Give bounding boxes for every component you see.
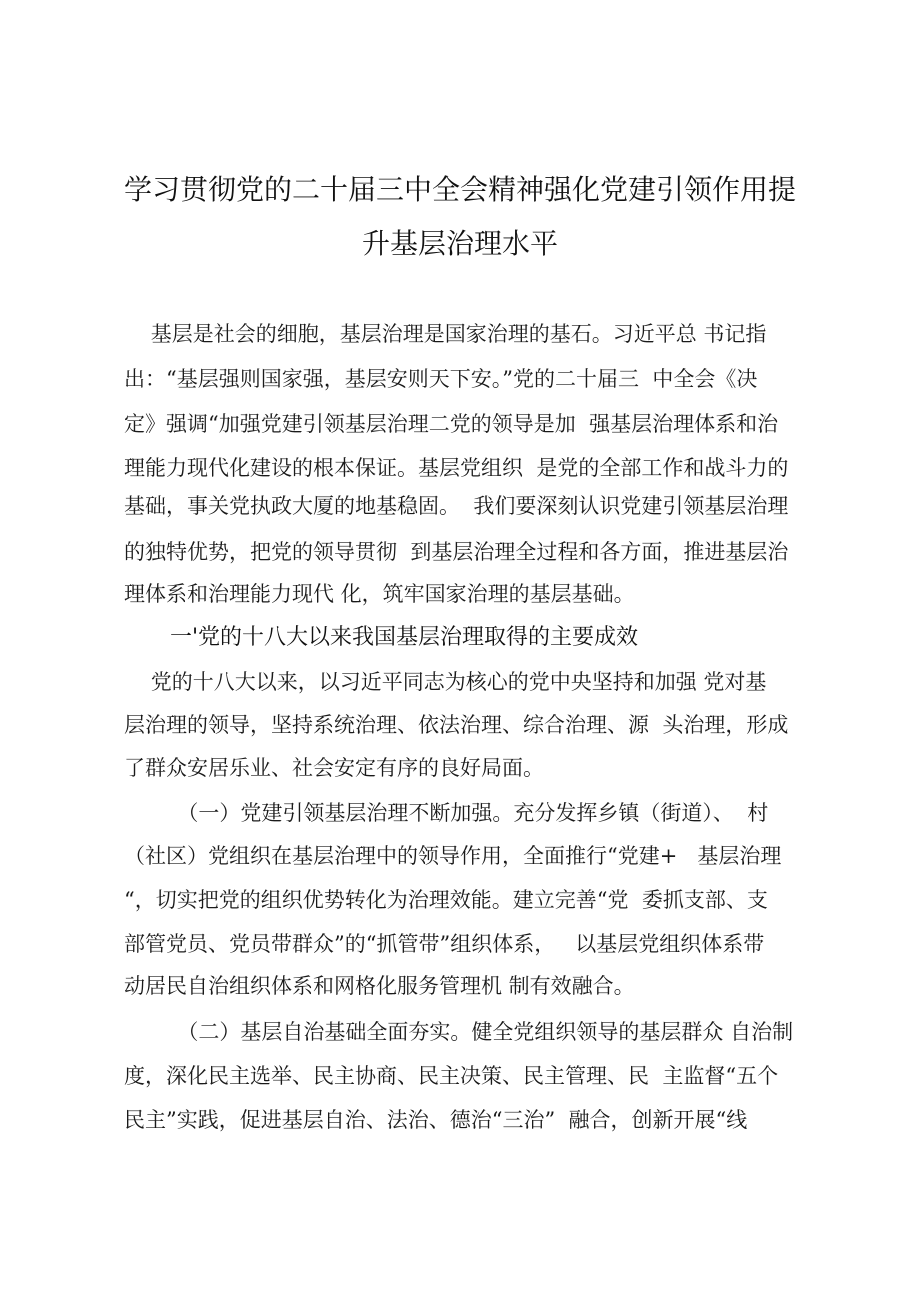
subsection2-line: 度，深化民主选举、民主协商、民主决策、民主管理、民 主监督“五个 [124,1064,779,1088]
subsection1-line: “，切实把党的组织优势转化为治理效能。建立完善“党 委抓支部、支 [124,888,768,912]
subsection2-line: （二）基层自治基础全面夯实。健全党组织领导的基层群众 自治制 [124,1020,794,1044]
subsection1-line: （社区）党组织在基层治理中的领导作用，全面推行“党建+ 基层治理 [124,844,782,868]
intro-line: 基层是社会的细胞，基层治理是国家治理的基石。习近平总 书记指 [124,322,767,346]
subsection1-line: （一）党建引领基层治理不断加强。充分发挥乡镇（街道）、 村 [124,801,769,825]
intro-line: 的独特优势，把党的领导贯彻 到基层治理全过程和各方面，推进基层治 [124,540,789,564]
intro-line: 定》强调“加强党建引领基层治理二党的领导是加 强基层治理体系和治 [124,412,779,436]
section1-line: 党的十八大以来，以习近平同志为核心的党中央坚持和加强 党对基 [124,670,767,694]
section1-line: 层治理的领导，坚持系统治理、依法治理、综合治理、源 头治理，形成 [124,713,789,737]
document-title-line-2: 升基层治理水平 [361,227,558,260]
subsection1-line: 动居民自治组织体系和网格化服务管理机 制有效融合。 [124,974,635,998]
section1-line: 了群众安居乐业、社会安定有序的良好局面。 [124,756,544,780]
section-heading: 一'党的十八大以来我国基层治理取得的主要成效 [170,625,639,650]
subsection2-line: 民主”实践，促进基层自治、法治、德治“三治” 融合，创新开展“线 [124,1108,748,1132]
intro-line: 出：“基层强则国家强，基层安则天下安。”党的二十届三 中全会《决 [124,367,758,391]
document-title-line-1: 学习贯彻党的二十届三中全会精神强化党建引领作用提 [123,173,796,206]
intro-line: 基础，事关党执政大厦的地基稳固。 我们要深刻认识党建引领基层治理 [124,494,789,518]
intro-line: 理体系和治理能力现代 化，筑牢国家治理的基层基础。 [124,582,635,606]
intro-line: 理能力现代化建设的根本保证。基层党组织 是党的全部工作和战斗力的 [124,456,789,480]
subsection1-line: 部管党员、党员带群众”的“抓管带”组织体系， 以基层党组织体系带 [124,932,765,956]
